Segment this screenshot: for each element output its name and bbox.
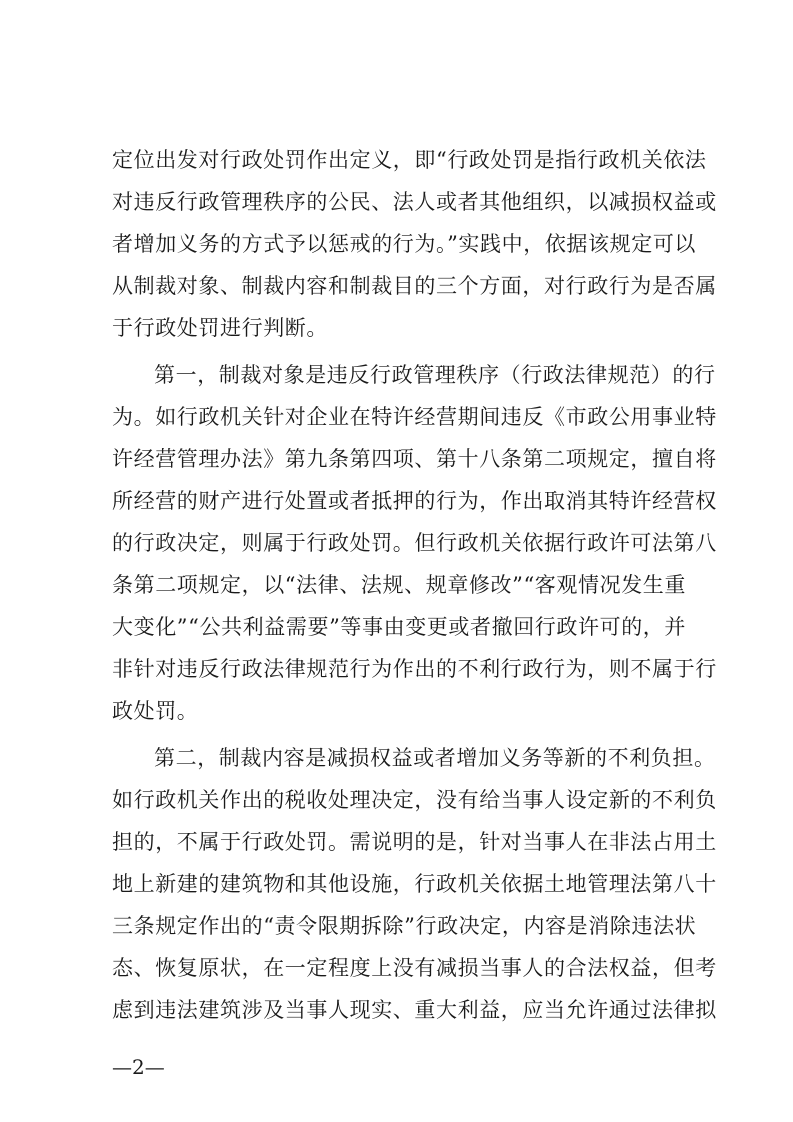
body-text-line: 政处罚。 [112, 699, 199, 723]
body-text-line: 从制裁对象、制裁内容和制裁目的三个方面，对行政行为是否属 [112, 274, 717, 298]
body-text-line: 担的，不属于行政处罚。需说明的是，针对当事人在非法占用土 [112, 830, 717, 854]
body-text-line: 大变化”“公共利益需要”等事由变更或者撤回行政许可的，并 [112, 615, 687, 639]
body-text-line: 条第二项规定，以“法律、法规、规章修改”“客观情况发生重 [112, 573, 687, 597]
body-text-line: 三条规定作出的“责令限期拆除”行政决定，内容是消除违法状 [112, 914, 697, 938]
body-text-line: 虑到违法建筑涉及当事人现实、重大利益，应当允许通过法律拟 [112, 998, 717, 1022]
paragraph-first-line: 第一，制裁对象是违反行政管理秩序（行政法律规范）的行 [154, 363, 716, 387]
body-text-line: 许经营管理办法》第九条第四项、第十八条第二项规定，擅自将 [112, 447, 717, 471]
body-text-line: 非针对违反行政法律规范行为作出的不利行政行为，则不属于行 [112, 657, 717, 681]
page-number: —2— [112, 1055, 165, 1079]
body-text-line: 定位出发对行政处罚作出定义，即“行政处罚是指行政机关依法 [112, 148, 707, 172]
body-text-line: 所经营的财产进行处置或者抵押的行为，作出取消其特许经营权 [112, 489, 717, 513]
body-text-line: 者增加义务的方式予以惩戒的行为。”实践中，依据该规定可以 [112, 232, 697, 256]
body-text-line: 为。如行政机关针对企业在特许经营期间违反《市政公用事业特 [112, 405, 717, 429]
body-text-line: 地上新建的建筑物和其他设施，行政机关依据土地管理法第八十 [112, 872, 717, 896]
paragraph-first-line: 第二，制裁内容是减损权益或者增加义务等新的不利负担。 [154, 746, 716, 770]
body-text-line: 态、恢复原状，在一定程度上没有减损当事人的合法权益，但考 [112, 956, 717, 980]
body-text-line: 于行政处罚进行判断。 [112, 316, 328, 340]
body-text-line: 如行政机关作出的税收处理决定，没有给当事人设定新的不利负 [112, 788, 717, 812]
body-text-line: 对违反行政管理秩序的公民、法人或者其他组织，以减损权益或 [112, 190, 717, 214]
body-text-line: 的行政决定，则属于行政处罚。但行政机关依据行政许可法第八 [112, 531, 717, 555]
